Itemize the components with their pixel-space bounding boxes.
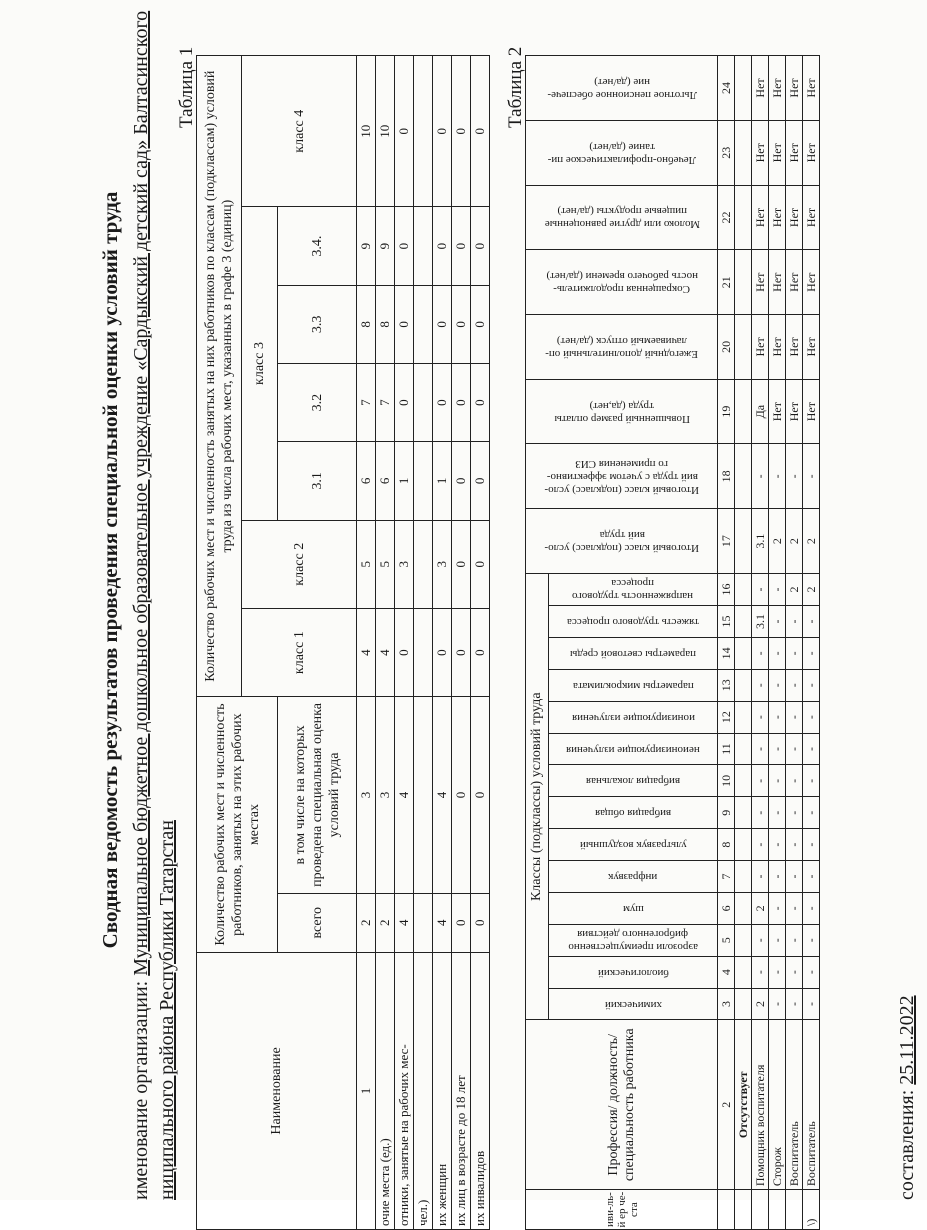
t1-cell: 7 — [376, 364, 395, 442]
t2-row-profession: Помощник воспитателя — [752, 1020, 769, 1190]
t2-cell: Нет — [752, 120, 769, 185]
t2-number-blank — [718, 1190, 735, 1230]
t1-cell: 8 — [376, 285, 395, 363]
t1-row — [414, 56, 433, 1230]
t2-cell — [735, 605, 752, 637]
t2-cell: - — [786, 637, 803, 669]
t2-col-number: 18 — [718, 444, 735, 509]
t2-cell: - — [769, 444, 786, 509]
t2-col-number: 23 — [718, 120, 735, 185]
t1-cell: 0 — [433, 285, 452, 363]
t1-cell: 4 — [433, 697, 452, 893]
t2-cell: 2 — [786, 574, 803, 606]
t2-cell: - — [769, 605, 786, 637]
t2-cell — [735, 956, 752, 988]
t2-factor-text: тяжесть трудового процесса — [567, 615, 699, 628]
t2-col-number: 17 — [718, 509, 735, 574]
t2-cell: - — [786, 956, 803, 988]
t2-col-number: 16 — [718, 574, 735, 606]
t1-col-number: 2 — [357, 893, 376, 952]
t2-factor-header — [549, 574, 718, 606]
t2-col-number: 3 — [718, 988, 735, 1020]
t1-cell: 10 — [376, 56, 395, 207]
t2-cell: - — [769, 892, 786, 924]
t2-cell — [735, 574, 752, 606]
t2-cell: - — [786, 765, 803, 797]
t2-cell: Нет — [803, 56, 820, 121]
date-label: составления: — [896, 1084, 918, 1200]
t2-col-number: 11 — [718, 733, 735, 765]
t2-cell: - — [752, 669, 769, 701]
t2-summary-19-text: Повышенный размер оплаты труда (да,нет) — [553, 399, 690, 425]
t2-cell: - — [803, 605, 820, 637]
t2-factor-header — [549, 829, 718, 861]
t2-factor-header — [549, 797, 718, 829]
t2-row-edge — [786, 1190, 803, 1230]
t1-cell: 1 — [395, 442, 414, 520]
t2-cell: Нет — [786, 120, 803, 185]
t1-header-class2: класс 2 — [242, 520, 357, 608]
t1-cell: 0 — [452, 285, 471, 363]
t2-cell: Нет — [786, 315, 803, 380]
table2-label: Таблица 2 — [505, 46, 526, 128]
t1-cell: 0 — [471, 697, 490, 893]
t2-cell — [735, 733, 752, 765]
t2-col-number: 15 — [718, 605, 735, 637]
t1-cell: 0 — [471, 608, 490, 696]
t2-cell: - — [786, 733, 803, 765]
t2-summary-23 — [526, 120, 718, 185]
t2-cell: Нет — [803, 120, 820, 185]
t2-row — [803, 56, 820, 1230]
t1-col-number: 10 — [357, 56, 376, 207]
t2-cell — [735, 185, 752, 250]
t2-cell: 3.1 — [752, 605, 769, 637]
t2-cell: Нет — [769, 379, 786, 444]
t2-col-number: 13 — [718, 669, 735, 701]
t2-cell: - — [752, 765, 769, 797]
t2-cell: Нет — [786, 379, 803, 444]
t1-cell: 0 — [395, 285, 414, 363]
t2-factor-header — [549, 701, 718, 733]
t1-cell: 4 — [395, 697, 414, 893]
date-value: 25.11.2022 — [896, 995, 918, 1085]
t2-cell: - — [803, 765, 820, 797]
t2-cell — [735, 56, 752, 121]
t2-cell: Да — [752, 379, 769, 444]
t2-cell: - — [752, 574, 769, 606]
t1-cell: 0 — [471, 285, 490, 363]
t2-cell: 2 — [786, 509, 803, 574]
t2-row-profession: Воспитатель — [803, 1020, 820, 1190]
t1-cell: 3 — [433, 520, 452, 608]
t2-cell: - — [803, 892, 820, 924]
t2-cell: - — [752, 861, 769, 893]
t2-cell: - — [786, 605, 803, 637]
t2-cell: Нет — [786, 185, 803, 250]
t2-cell — [735, 315, 752, 380]
t2-header-group: Классы (подклассы) условий труда — [526, 574, 549, 1020]
t2-cell: - — [752, 956, 769, 988]
t1-cell: 0 — [433, 207, 452, 285]
t2-row-profession: Сторож — [769, 1020, 786, 1190]
t2-row-edge — [752, 1190, 769, 1230]
t2-cell: - — [803, 797, 820, 829]
t2-row — [735, 56, 752, 1230]
t1-cell: 0 — [471, 364, 490, 442]
t1-cell: 0 — [471, 56, 490, 207]
t1-cell: 0 — [395, 608, 414, 696]
t2-factor-text: ионизирующие излучения — [571, 711, 695, 724]
t2-cell — [735, 120, 752, 185]
t2-col-number: 21 — [718, 250, 735, 315]
table1 — [196, 55, 490, 1230]
t2-col-number: 20 — [718, 315, 735, 380]
t2-cell: Нет — [769, 250, 786, 315]
t2-summary-17-text: Итоговый класс (подкласс) усло-вий труда — [544, 529, 699, 555]
t1-cell: 0 — [452, 442, 471, 520]
t2-cell: - — [752, 797, 769, 829]
t2-cell — [735, 250, 752, 315]
t2-summary-23-text: Лечебно-профилактическое пи-тание (да/нет) — [547, 140, 696, 166]
t2-cell: - — [803, 924, 820, 956]
t1-cell: 3 — [395, 520, 414, 608]
t2-factor-text: биологический — [597, 966, 669, 979]
t2-cell: - — [803, 733, 820, 765]
t2-cell: - — [769, 924, 786, 956]
t2-cell: - — [786, 861, 803, 893]
t2-cell: Нет — [803, 250, 820, 315]
t1-cell — [414, 893, 433, 952]
t2-cell: - — [752, 829, 769, 861]
t2-cell — [735, 861, 752, 893]
t1-cell: 0 — [452, 364, 471, 442]
t1-row — [433, 56, 452, 1230]
t2-cell: - — [786, 892, 803, 924]
t1-cell: 0 — [433, 608, 452, 696]
t2-header-edge: иви-ль-й ер че-ста — [526, 1190, 718, 1230]
t2-cell: - — [786, 444, 803, 509]
t2-summary-21 — [526, 250, 718, 315]
t1-cell — [414, 520, 433, 608]
t2-cell: Нет — [786, 56, 803, 121]
t2-factor-header — [549, 765, 718, 797]
t2-cell — [735, 892, 752, 924]
t2-row — [752, 56, 769, 1230]
t2-cell — [735, 444, 752, 509]
t1-cell: 0 — [395, 207, 414, 285]
t2-cell: Нет — [752, 56, 769, 121]
t2-cell: Нет — [803, 185, 820, 250]
t1-row-name: их инвалидов — [471, 952, 490, 1229]
t2-cell: - — [803, 956, 820, 988]
t1-cell: 5 — [376, 520, 395, 608]
t2-factor-text: химический — [604, 998, 662, 1011]
t2-cell — [735, 988, 752, 1020]
t1-cell — [414, 285, 433, 363]
t1-cell: 9 — [376, 207, 395, 285]
t2-cell: - — [769, 861, 786, 893]
t1-cell: 0 — [452, 608, 471, 696]
t2-factor-header — [549, 637, 718, 669]
t1-header-class4: класс 4 — [242, 56, 357, 207]
t2-cell: - — [769, 701, 786, 733]
t1-header-assessed: в том числе на которых проведена специальная оценка условий труда — [278, 697, 357, 893]
t1-cell: 0 — [471, 207, 490, 285]
t1-header-class1: класс 1 — [242, 608, 357, 696]
t2-cell: - — [752, 924, 769, 956]
t1-cell: 0 — [395, 364, 414, 442]
t2-cell: Нет — [803, 315, 820, 380]
t1-cell: 0 — [452, 520, 471, 608]
t2-col-number: 9 — [718, 797, 735, 829]
t2-cell: - — [803, 637, 820, 669]
t1-col-number: 8 — [357, 285, 376, 363]
t2-cell — [735, 797, 752, 829]
t1-header-classes-group: Количество рабочих мест и численность занятых на них работников по классам (подклассам) условий труда из числа рабочих мест, указанных в графе 3 (единиц) — [197, 56, 242, 697]
t1-row — [395, 56, 414, 1230]
t1-col-number: 7 — [357, 364, 376, 442]
t2-cell: - — [803, 444, 820, 509]
t2-cell: - — [769, 956, 786, 988]
t2-cell: - — [769, 637, 786, 669]
t2-cell: Нет — [769, 120, 786, 185]
t2-factor-text: вибрация общая — [594, 807, 672, 820]
t2-cell: - — [752, 637, 769, 669]
t2-cell: - — [769, 988, 786, 1020]
t1-col-number: 4 — [357, 608, 376, 696]
t1-cell: 0 — [452, 697, 471, 893]
t2-cell — [735, 637, 752, 669]
t2-row-edge — [769, 1190, 786, 1230]
t2-cell: - — [803, 829, 820, 861]
t2-cell: 2 — [769, 509, 786, 574]
table2 — [525, 55, 820, 1230]
t2-cell: Нет — [752, 315, 769, 380]
t2-factor-text: вибрация локальная — [585, 775, 681, 788]
organization-name — [128, 0, 180, 1200]
t1-cell — [414, 207, 433, 285]
t2-col-number: 19 — [718, 379, 735, 444]
t1-cell: 4 — [376, 608, 395, 696]
t1-row-name: чел.) — [414, 952, 433, 1229]
t1-row — [452, 56, 471, 1230]
t1-sub-3-2: 3.2 — [278, 364, 357, 442]
t2-row-edge — [735, 1190, 752, 1230]
t2-factor-header — [549, 988, 718, 1020]
t2-factor-text: аэрозоли преимущественно фиброгенного действия — [568, 928, 698, 954]
t2-summary-21-text: Сокращенная продолжитель-ность рабочего времени (да/нет) — [545, 270, 698, 296]
org-name-line1: Муниципальное бюджетное дошкольное образовательное учреждение «Сардыкский детский сад» Балтасинского — [130, 10, 152, 976]
t2-factor-header — [549, 605, 718, 637]
t2-cell: - — [769, 733, 786, 765]
t2-cell — [735, 829, 752, 861]
t2-col-number: 14 — [718, 637, 735, 669]
t2-factor-text: неионизирующие излучения — [566, 743, 700, 756]
t2-cell: - — [786, 988, 803, 1020]
t2-cell — [735, 669, 752, 701]
t1-cell — [414, 442, 433, 520]
t1-col-number: 6 — [357, 442, 376, 520]
t2-cell: Нет — [752, 250, 769, 315]
t2-row-profession: Воспитатель — [786, 1020, 803, 1190]
t2-cell: Нет — [769, 315, 786, 380]
t2-col-number: 12 — [718, 701, 735, 733]
t2-factor-text: ультразвук воздушный — [579, 839, 687, 852]
t2-cell — [735, 379, 752, 444]
t1-cell: 0 — [452, 207, 471, 285]
t2-col-number: 24 — [718, 56, 735, 121]
t1-cell: 1 — [433, 442, 452, 520]
t2-row-profession: Отсутствует — [735, 1020, 752, 1190]
t1-col-number: 1 — [357, 952, 376, 1229]
t2-factor-header — [549, 861, 718, 893]
t1-sub-3-4: 3.4. — [278, 207, 357, 285]
t2-col-number: 2 — [718, 1020, 735, 1190]
t2-cell: - — [786, 669, 803, 701]
t2-cell: - — [752, 733, 769, 765]
t2-summary-18 — [526, 444, 718, 509]
t1-cell: 4 — [433, 893, 452, 952]
t1-col-number: 9 — [357, 207, 376, 285]
t2-summary-22 — [526, 185, 718, 250]
table1-label: Таблица 1 — [176, 46, 197, 128]
t2-col-number: 4 — [718, 956, 735, 988]
t1-cell — [414, 697, 433, 893]
t1-header-total: всего — [278, 893, 357, 952]
t2-factor-header — [549, 956, 718, 988]
t2-factor-text: параметры микроклимата — [572, 679, 694, 692]
t1-header-name: Наименование — [197, 952, 357, 1229]
t2-cell: - — [769, 765, 786, 797]
t1-row-name: отники, занятые на рабочих мес- — [395, 952, 414, 1229]
t1-cell: 0 — [395, 56, 414, 207]
t2-cell: - — [803, 669, 820, 701]
t1-row — [376, 56, 395, 1230]
t1-row — [471, 56, 490, 1230]
t2-summary-18-text: Итоговый класс (подкласс) усло-вий труда с учетом эффективно-го применения СИЗ — [544, 457, 699, 496]
t2-summary-19 — [526, 379, 718, 444]
t2-summary-22-text: Молоко или другие равноценные пищевые продукты (да/нет) — [543, 205, 700, 231]
t2-summary-20 — [526, 315, 718, 380]
org-name-line2: ниципального района Республики Татарстан — [156, 820, 178, 1200]
t2-summary-24-text: Льготное пенсионное обеспече-ние (да/нет) — [546, 75, 697, 101]
t2-cell: - — [786, 924, 803, 956]
t2-factor-text: шум — [622, 902, 644, 915]
t2-cell: Нет — [803, 379, 820, 444]
t1-cell: 3 — [376, 697, 395, 893]
t2-cell: - — [786, 797, 803, 829]
org-prefix: именование организации: — [130, 975, 152, 1200]
t2-factor-header — [549, 924, 718, 956]
t2-row — [786, 56, 803, 1230]
compilation-date — [896, 995, 919, 1200]
t2-cell: - — [769, 574, 786, 606]
t2-cell: 2 — [752, 892, 769, 924]
t1-row-name: их женщин — [433, 952, 452, 1229]
t2-col-number: 22 — [718, 185, 735, 250]
t2-summary-17 — [526, 509, 718, 574]
t1-header-count-group: Количество рабочих мест и численность работников, занятых на этих рабочих местах — [197, 697, 278, 953]
t1-cell: 0 — [452, 893, 471, 952]
t1-sub-3-3: 3.3 — [278, 285, 357, 363]
t2-cell: - — [752, 444, 769, 509]
t2-cell: 2 — [752, 988, 769, 1020]
t2-cell — [735, 765, 752, 797]
t2-col-number: 7 — [718, 861, 735, 893]
t1-cell — [414, 608, 433, 696]
t2-cell: - — [769, 797, 786, 829]
t1-row-name: очие места (ед.) — [376, 952, 395, 1229]
t2-cell: Нет — [786, 250, 803, 315]
t2-cell — [735, 509, 752, 574]
t2-summary-20-text: Ежегодный дополнительный оп-лачиваемый отпуск (да/нет) — [545, 334, 698, 360]
t2-factor-text: напряженность трудового процесса — [572, 577, 694, 603]
t2-col-number: 5 — [718, 924, 735, 956]
t2-cell — [735, 924, 752, 956]
t1-header-class3: класс 3 — [242, 207, 278, 520]
t2-cell: 3.1 — [752, 509, 769, 574]
t2-row — [769, 56, 786, 1230]
t1-row-name: их лиц в возрасте до 18 лет — [452, 952, 471, 1229]
t2-cell: Нет — [752, 185, 769, 250]
t2-cell: - — [803, 988, 820, 1020]
t2-factor-text: параметры световой среды — [570, 647, 696, 660]
t2-cell — [735, 701, 752, 733]
t2-cell: - — [769, 669, 786, 701]
t2-col-number: 8 — [718, 829, 735, 861]
t2-cell: - — [803, 701, 820, 733]
t2-cell: - — [786, 829, 803, 861]
t2-cell: - — [786, 701, 803, 733]
t1-cell: 2 — [376, 893, 395, 952]
t2-col-number: 6 — [718, 892, 735, 924]
t1-cell: 4 — [395, 893, 414, 952]
t2-cell: Нет — [769, 185, 786, 250]
t1-col-number: 5 — [357, 520, 376, 608]
t2-cell: - — [752, 701, 769, 733]
t1-sub-3-1: 3.1 — [278, 442, 357, 520]
t2-factor-header — [549, 892, 718, 924]
t1-cell: 0 — [471, 520, 490, 608]
t1-cell: 0 — [471, 442, 490, 520]
t2-cell: 2 — [803, 574, 820, 606]
t2-header-profession: Профессия/ должность/ специальность работника — [526, 1020, 718, 1190]
t2-row-edge: \) — [803, 1190, 820, 1230]
t2-factor-header — [549, 669, 718, 701]
t1-cell — [414, 56, 433, 207]
t2-cell: - — [803, 861, 820, 893]
t2-col-number: 10 — [718, 765, 735, 797]
t2-summary-24 — [526, 56, 718, 121]
t2-factor-text: инфразвук — [608, 871, 658, 883]
t2-cell: Нет — [769, 56, 786, 121]
t2-factor-header — [549, 733, 718, 765]
t1-cell: 0 — [433, 56, 452, 207]
t1-col-number: 3 — [357, 697, 376, 893]
t1-cell — [414, 364, 433, 442]
t2-cell: 2 — [803, 509, 820, 574]
t1-cell: 6 — [376, 442, 395, 520]
document-title: Сводная ведомость результатов проведения специальной оценки условий труда — [98, 191, 122, 949]
t1-cell: 0 — [452, 56, 471, 207]
t2-cell: - — [769, 829, 786, 861]
t1-cell: 0 — [471, 893, 490, 952]
t1-cell: 0 — [433, 364, 452, 442]
